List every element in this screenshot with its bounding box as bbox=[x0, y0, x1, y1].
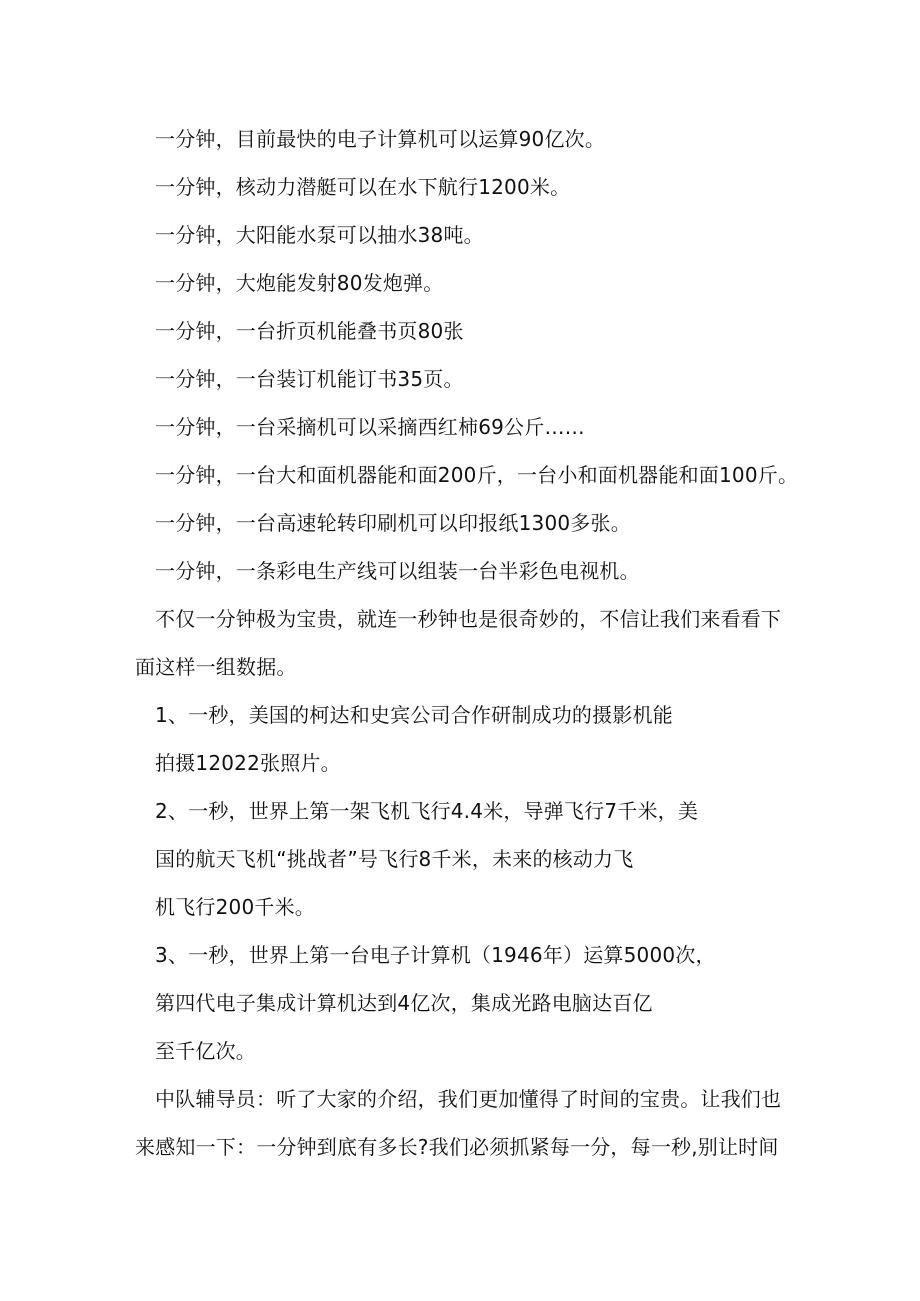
text-line: 一分钟，一台高速轮转印刷机可以印报纸1300多张。 bbox=[155, 511, 631, 535]
text-line: 3、一秒，世界上第一台电子计算机（1946年）运算5000次， bbox=[155, 943, 716, 967]
text-line: 机飞行200千米。 bbox=[155, 895, 315, 919]
text-line: 一分钟，一台折页机能叠书页80张 bbox=[155, 319, 464, 343]
text-line: 1、一秒，美国的柯达和史宾公司合作研制成功的摄影机能 bbox=[155, 703, 673, 727]
text-line: 一分钟，大炮能发射80发炮弹。 bbox=[155, 271, 444, 295]
text-line: 一分钟，一台采摘机可以采摘西红柿69公斤…… bbox=[155, 415, 585, 439]
text-line: 不仅一分钟极为宝贵，就连一秒钟也是很奇妙的，不信让我们来看看下 bbox=[155, 607, 782, 631]
text-line: 一分钟，大阳能水泵可以抽水38吨。 bbox=[155, 223, 484, 247]
text-line: 国的航天飞机“挑战者”号飞行8千米，未来的核动力飞 bbox=[155, 847, 634, 871]
text-line: 第四代电子集成计算机达到4亿次，集成光路电脑达百亿 bbox=[155, 991, 653, 1015]
text-line: 一分钟，一条彩电生产线可以组装一台半彩色电视机。 bbox=[155, 559, 640, 583]
text-line: 中队辅导员：听了大家的介绍，我们更加懂得了时间的宝贵。让我们也 bbox=[155, 1087, 782, 1111]
text-line: 一分钟，一台大和面机器能和面200斤，一台小和面机器能和面100斤。 bbox=[155, 463, 799, 487]
text-line: 一分钟，目前最快的电子计算机可以运算90亿次。 bbox=[155, 127, 606, 151]
text-line: 来感知一下：一分钟到底有多长?我们必须抓紧每一分，每一秒,别让时间 bbox=[135, 1135, 779, 1159]
text-line: 一分钟，核动力潜艇可以在水下航行1200米。 bbox=[155, 175, 571, 199]
text-line: 至千亿次。 bbox=[155, 1039, 256, 1063]
text-line: 一分钟，一台装订机能订书35页。 bbox=[155, 367, 464, 391]
text-line: 面这样一组数据。 bbox=[135, 655, 297, 679]
text-line: 2、一秒，世界上第一架飞机飞行4.4米，导弹飞行7千米，美 bbox=[155, 799, 699, 823]
text-line: 拍摄12022张照片。 bbox=[155, 751, 341, 775]
